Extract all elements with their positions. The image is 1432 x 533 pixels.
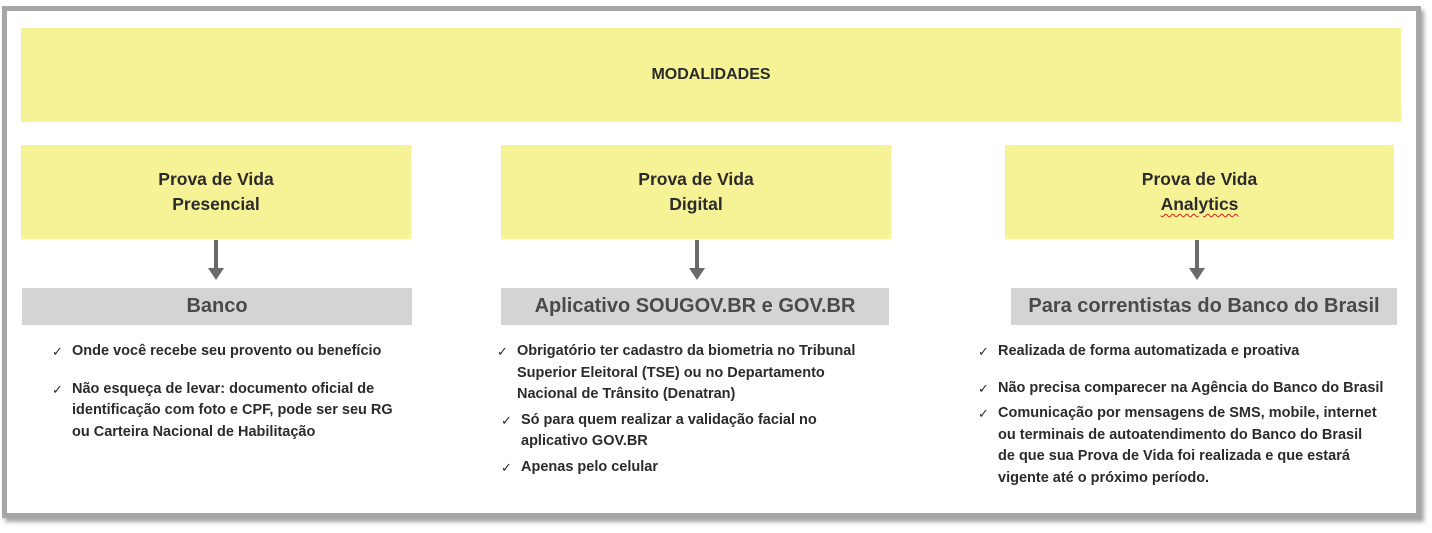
modality-subtitle: Presencial: [172, 194, 260, 214]
item-line: ou Carteira Nacional de Habilitação: [72, 423, 316, 440]
modality-box-digital: [501, 145, 891, 239]
list-item: [497, 341, 907, 406]
list-item: [497, 457, 907, 479]
item-line: Nacional de Trânsito (Denatran): [517, 386, 736, 402]
list-item: [52, 341, 432, 363]
channel-box-app: [501, 288, 889, 325]
item-line: de que sua Prova de Vida foi realizada e que estará: [998, 448, 1350, 464]
item-line: Não esqueça de levar: documento oficial de: [72, 380, 375, 397]
check-icon: ✓: [501, 412, 512, 428]
item-line: ou terminais de autoatendimento do Banco do Brasil: [998, 426, 1363, 443]
analytics-list: [978, 341, 1408, 489]
check-icon: ✓: [497, 344, 508, 359]
modalidades-header: [21, 28, 1401, 122]
item-line: Não precisa comparecer na Agência do Banco do Brasil: [998, 379, 1384, 396]
item-line: identificação com foto e CPF, pode ser seu RG: [72, 402, 393, 418]
presencial-list: [52, 341, 432, 443]
item-line: aplicativo GOV.BR: [521, 433, 648, 449]
check-icon: ✓: [978, 406, 989, 421]
check-icon: ✓: [978, 380, 989, 396]
list-item: [52, 379, 432, 444]
item-line: Onde você recebe seu provento ou benefício: [72, 343, 382, 359]
modality-box-analytics: [1005, 145, 1394, 239]
list-item: [497, 410, 907, 453]
list-item: [978, 341, 1408, 363]
list-item: [978, 378, 1408, 400]
digital-list: [497, 341, 907, 478]
item-line: Comunicação por mensagens de SMS, mobile, internet: [998, 405, 1377, 421]
modality-title: Prova de Vida: [638, 169, 754, 189]
modality-title: Prova de Vida: [158, 169, 274, 189]
check-icon: ✓: [52, 344, 63, 359]
item-line: Realizada de forma automatizada e proativa: [998, 343, 1300, 359]
channel-box-correntistas: [1011, 288, 1397, 325]
item-line: vigente até o próximo período.: [998, 469, 1210, 486]
header-title: MODALIDADES: [651, 66, 771, 83]
check-icon: ✓: [978, 344, 989, 359]
channel-label: Aplicativo SOUGOV.BR e GOV.BR: [534, 295, 856, 317]
check-icon: ✓: [501, 459, 512, 475]
modality-subtitle: Digital: [669, 194, 723, 214]
channel-box-banco: [22, 288, 412, 325]
item-line: Obrigatório ter cadastro da biometria no Tribunal: [517, 343, 856, 359]
modality-subtitle: Analytics: [1160, 194, 1239, 214]
channel-label: Banco: [186, 295, 248, 317]
channel-label: Para correntistas do Banco do Brasil: [1028, 295, 1380, 317]
check-icon: ✓: [52, 381, 63, 397]
item-line: Só para quem realizar a validação facial no: [521, 411, 817, 428]
item-line: Apenas pelo celular: [521, 458, 658, 475]
modality-box-presencial: [21, 145, 411, 239]
item-line: Superior Eleitoral (TSE) ou no Departamento: [517, 364, 825, 381]
modality-title: Prova de Vida: [1141, 169, 1258, 189]
list-item: [978, 403, 1408, 489]
